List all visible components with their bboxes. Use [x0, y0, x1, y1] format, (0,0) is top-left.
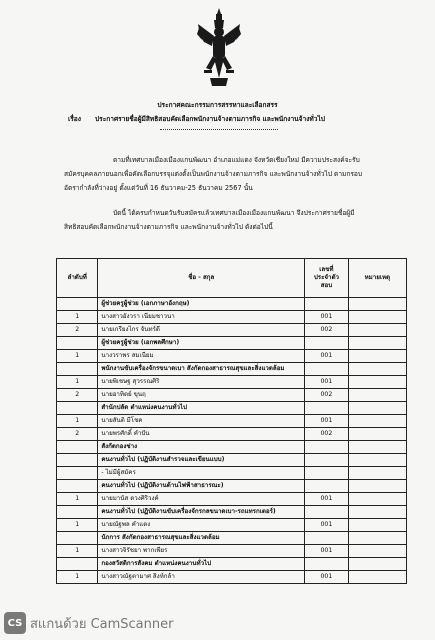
cell-remark [348, 324, 406, 337]
cell-no [57, 441, 98, 454]
cell-name: นางสาวอังวรา เนียมชาวนา [98, 311, 305, 324]
table-section-row [57, 402, 407, 415]
table-row [57, 519, 407, 532]
header-exam-id-line-3: สอบ [320, 282, 333, 289]
cell-no: 1 [57, 376, 98, 389]
cell-name: นางสาวจิรัชยา พากเพียร [98, 545, 305, 558]
cell-remark [348, 480, 406, 493]
table-section-row [57, 558, 407, 571]
cell-exam-id: 001 [305, 350, 348, 363]
subject-text: ประกาศรายชื่อผู้มีสิทธิสอบคัดเลือกพนักงานจ้างตามภารกิจ และพนักงานจ้างทั่วไป [95, 115, 325, 123]
cell-remark [348, 350, 406, 363]
table-row [57, 376, 407, 389]
cell-name: ผู้ช่วยครูผู้ช่วย (เอกพลศึกษา) [98, 337, 305, 350]
cell-no [57, 506, 98, 519]
cell-no: 2 [57, 389, 98, 402]
table-row [57, 415, 407, 428]
cell-name: นักการ สังกัดกองสาธารณสุขและสิ่งแวดล้อม [98, 532, 305, 545]
camscanner-text: สแกนด้วย CamScanner [30, 616, 174, 632]
cell-no: 1 [57, 493, 98, 506]
announcement-title: ประกาศคณะกรรมการสรรหาและเลือกสรร [157, 101, 278, 109]
table-section-row [57, 532, 407, 545]
cell-name: นายมานัส ดวงศิริวงค์ [98, 493, 305, 506]
table-row [57, 324, 407, 337]
cell-no [57, 480, 98, 493]
cell-remark [348, 558, 406, 571]
cell-no: 1 [57, 545, 98, 558]
cell-remark [348, 519, 406, 532]
cell-no [57, 454, 98, 467]
table-section-row [57, 363, 407, 376]
paragraph-1-line-1: ตามที่เทศบาลเมืองเมืองแกนพัฒนา อำเภอแม่แตง จังหวัดเชียงใหม่ มีความประสงค์จะรับ [113, 156, 360, 164]
cell-exam-id [305, 506, 348, 519]
cell-no [57, 532, 98, 545]
cell-exam-id: 001 [305, 311, 348, 324]
cell-remark [348, 415, 406, 428]
camscanner-watermark [4, 608, 173, 638]
cell-remark [348, 506, 406, 519]
table-row [57, 428, 407, 441]
cell-exam-id: 001 [305, 519, 348, 532]
paragraph-2-line-1: บัดนี้ ได้ครบกำหนดวันรับสมัครแล้วเทศบาลเมืองเมืองแกนพัฒนา จึงประกาศรายชื่อผู้มี [113, 209, 355, 217]
cell-no: 1 [57, 415, 98, 428]
cell-exam-id [305, 298, 348, 311]
cell-exam-id: 001 [305, 545, 348, 558]
cell-no [57, 298, 98, 311]
cell-remark [348, 376, 406, 389]
cell-remark [348, 454, 406, 467]
table-row [57, 311, 407, 324]
cell-exam-id [305, 454, 348, 467]
cell-exam-id: 002 [305, 428, 348, 441]
cell-remark [348, 467, 406, 480]
cell-remark [348, 363, 406, 376]
cell-remark [348, 441, 406, 454]
table-row [57, 493, 407, 506]
cell-name: สังกัดกองช่าง [98, 441, 305, 454]
cell-name: นายพิเชษฐ สุวรรณศิริ [98, 376, 305, 389]
table-section-row [57, 441, 407, 454]
table-section-row [57, 506, 407, 519]
separator-dots [160, 129, 278, 130]
cell-no: 2 [57, 428, 98, 441]
header-no: ลำดับที่ [57, 259, 98, 298]
header-exam-id-line-1: เลขที่ [319, 266, 334, 273]
table-section-row [57, 467, 407, 480]
cell-exam-id [305, 558, 348, 571]
cell-remark [348, 532, 406, 545]
cell-name: พนักงานขับเครื่องจักรขนาดเบา สังกัดกองสาธารณสุขและสิ่งแวดล้อม [98, 363, 305, 376]
cell-name: นายณัฐพล คำแดง [98, 519, 305, 532]
cell-remark [348, 337, 406, 350]
cell-exam-id: 001 [305, 415, 348, 428]
header-exam-id [305, 259, 348, 298]
cell-no [57, 558, 98, 571]
cell-exam-id: 002 [305, 324, 348, 337]
cell-exam-id: 001 [305, 493, 348, 506]
table-header-row [57, 259, 407, 298]
cell-name: กองสวัสดิการสังคม ตำแหน่งคนงานทั่วไป [98, 558, 305, 571]
cell-exam-id [305, 337, 348, 350]
table-row [57, 571, 407, 584]
garuda-emblem-icon [196, 6, 242, 88]
camscanner-logo-icon: CS [4, 612, 26, 634]
cell-exam-id: 001 [305, 571, 348, 584]
paragraph-1-line-3: อัตรากำลังที่ว่างอยู่ ตั้งแต่วันที่ 16 ธันวาคม-25 ธันวาคม 2567 นั้น [64, 184, 253, 192]
cell-no: 1 [57, 571, 98, 584]
cell-exam-id: 001 [305, 376, 348, 389]
cell-remark [348, 545, 406, 558]
cell-exam-id [305, 441, 348, 454]
cell-name: นายพรศักดิ์ คำปัน [98, 428, 305, 441]
header-remark: หมายเหตุ [348, 259, 406, 298]
cell-name: สำนักปลัด ตำแหน่งคนงานทั่วไป [98, 402, 305, 415]
cell-name: คนงานทั่วไป (ปฏิบัติงานขับเครื่องจักรกลขนาดเบา-รถแทรกเตอร์) [98, 506, 305, 519]
cell-remark [348, 298, 406, 311]
cell-remark [348, 311, 406, 324]
cell-name: คนงานทั่วไป (ปฏิบัติงานสำรวจและเขียนแบบ) [98, 454, 305, 467]
cell-remark [348, 493, 406, 506]
cell-no: 1 [57, 311, 98, 324]
cell-exam-id [305, 532, 348, 545]
table-section-row [57, 480, 407, 493]
subject-label: เรื่อง [68, 115, 81, 123]
cell-name: นายเกรียงไกร จันทร์ดี [98, 324, 305, 337]
cell-no: 1 [57, 519, 98, 532]
cell-name: นางสาวณัฐตามาศ สิงห์กล้า [98, 571, 305, 584]
cell-no: 2 [57, 324, 98, 337]
cell-name: คนงานทั่วไป (ปฏิบัติงานด้านไฟฟ้าสาธารณะ) [98, 480, 305, 493]
cell-exam-id [305, 363, 348, 376]
cell-remark [348, 571, 406, 584]
cell-no [57, 467, 98, 480]
paragraph-1-line-2: สมัครบุคคลภายนอกเพื่อคัดเลือกบรรจุแต่งตั้งเป็นพนักงานจ้างตามภารกิจ และพนักงานจ้างทั่วไป ตามกรอบ [64, 170, 363, 178]
header-exam-id-line-2: ประจำตัว [313, 274, 339, 281]
cell-no [57, 337, 98, 350]
table-section-row [57, 337, 407, 350]
table-row [57, 389, 407, 402]
table-row [57, 545, 407, 558]
cell-exam-id [305, 402, 348, 415]
table-section-row [57, 298, 407, 311]
cell-remark [348, 402, 406, 415]
cell-exam-id: 002 [305, 389, 348, 402]
cell-exam-id [305, 480, 348, 493]
cell-name: นายสันติ มีโชค [98, 415, 305, 428]
cell-remark [348, 428, 406, 441]
cell-no [57, 402, 98, 415]
cell-remark [348, 389, 406, 402]
cell-name: ผู้ช่วยครูผู้ช่วย (เอกภาษาอังกฤษ) [98, 298, 305, 311]
cell-name: นายอาทิตย์ ขุนฤ [98, 389, 305, 402]
table-body [57, 298, 407, 584]
paragraph-2-line-2: สิทธิสอบคัดเลือกพนักงานจ้างตามภารกิจ และพนักงานจ้างทั่วไป ดังต่อไปนี้ [64, 223, 273, 231]
cell-no [57, 363, 98, 376]
header-name: ชื่อ - สกุล [98, 259, 305, 298]
cell-exam-id [305, 467, 348, 480]
table-section-row [57, 454, 407, 467]
candidate-table [56, 258, 407, 584]
cell-no: 1 [57, 350, 98, 363]
table-row [57, 350, 407, 363]
cell-name: นางวราพร สมเนียม [98, 350, 305, 363]
cell-name: - ไม่มีผู้สมัคร [98, 467, 305, 480]
